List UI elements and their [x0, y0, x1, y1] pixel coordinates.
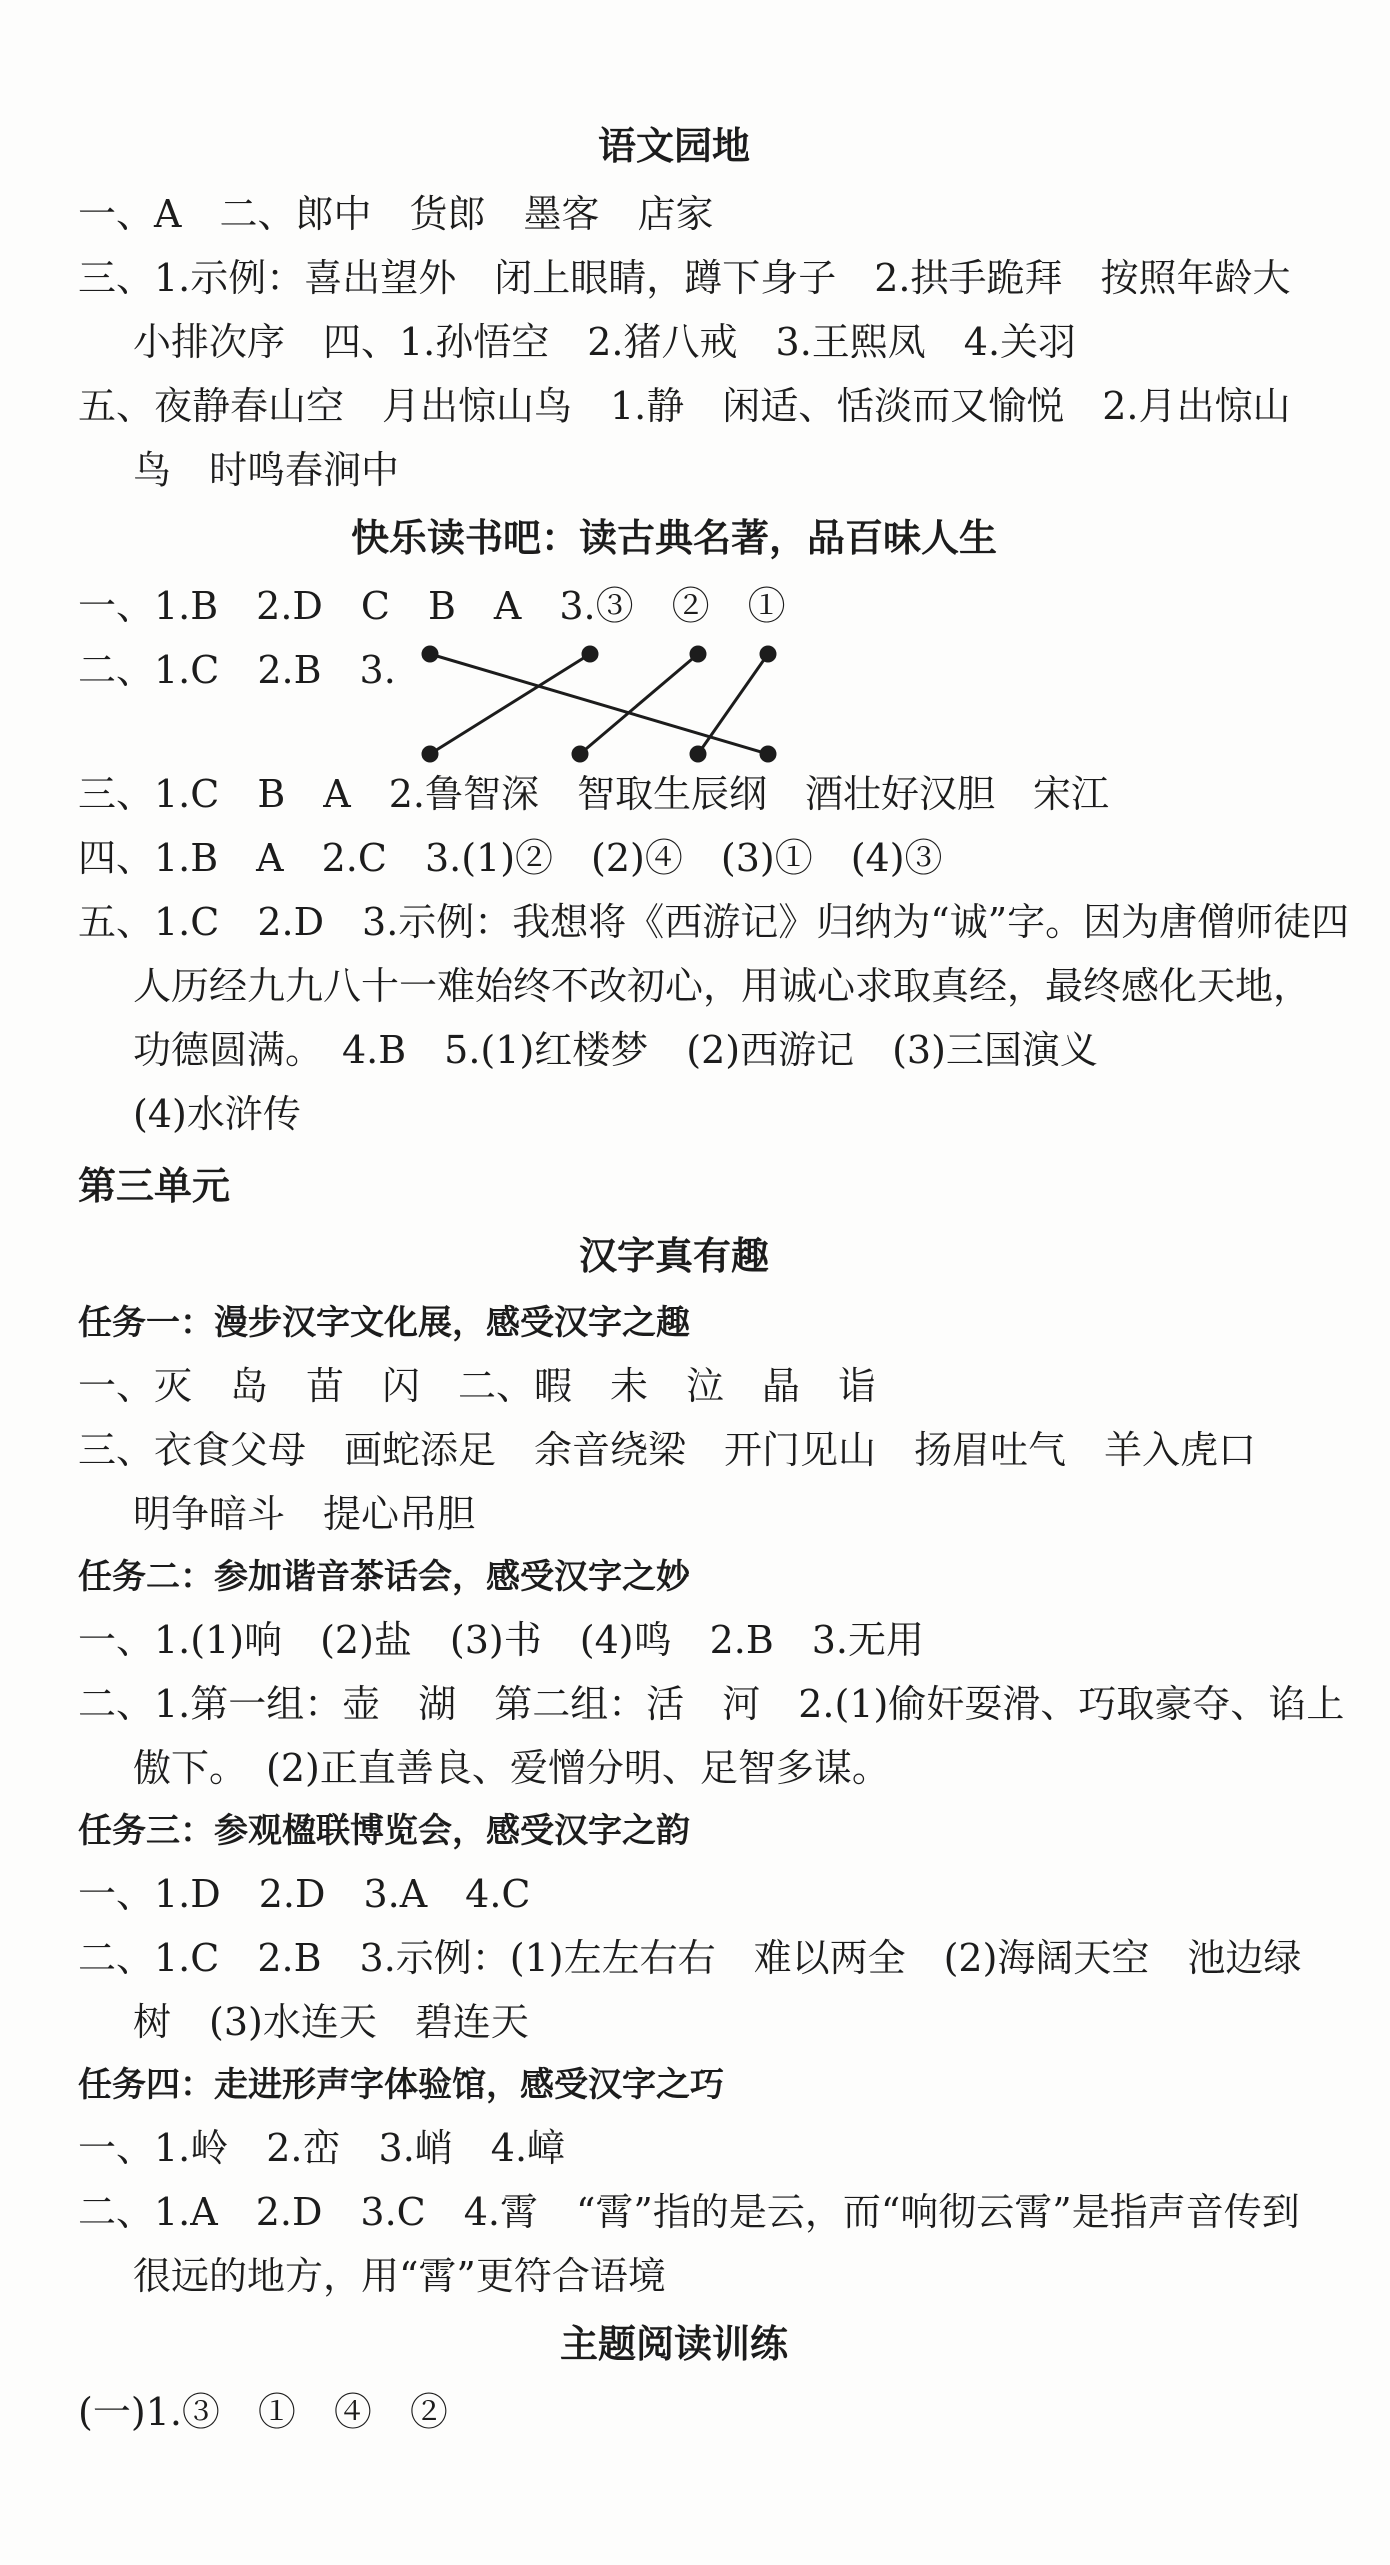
answer-line: 一、A 二、郎中 货郎 墨客 店家 — [78, 192, 714, 236]
answer-line: 三、1.C B A 2.鲁智深 智取生辰纲 酒壮好汉胆 宋江 — [78, 772, 1109, 816]
section-title-hanzi: 汉字真有趣 — [578, 1234, 769, 1278]
answer-line: 二、1.C 2.B 3.示例：(1)左左右右 难以两全 (2)海阔天空 池边绿 — [78, 1936, 1302, 1980]
answer-line: 四、1.B A 2.C 3.(1)② (2)④ (3)① (4)③ — [78, 836, 943, 880]
match-dot — [583, 647, 597, 661]
section-title-yuwen-yuandi: 语文园地 — [597, 124, 750, 168]
match-line-2 — [430, 654, 590, 754]
answer-line: 明争暗斗 提心吊胆 — [133, 1492, 476, 1536]
section-title-kuaile-dushuba: 快乐读书吧：读古典名著，品百味人生 — [350, 516, 997, 560]
answer-line: 很远的地方，用“霄”更符合语境 — [133, 2254, 666, 2298]
answer-line: 一、灭 岛 苗 闪 二、暇 未 泣 晶 诣 — [78, 1364, 877, 1408]
match-dot — [423, 747, 437, 761]
answer-line: (4)水浒传 — [133, 1092, 301, 1136]
match-line-4 — [698, 654, 768, 754]
answer-line: 三、1.示例：喜出望外 闭上眼睛，蹲下身子 2.拱手跪拜 按照年龄大 — [78, 256, 1291, 300]
answer-line: 三、衣食父母 画蛇添足 余音绕梁 开门见山 扬眉吐气 羊入虎口 — [78, 1428, 1257, 1472]
task-title-1: 任务一：漫步汉字文化展，感受汉字之趣 — [78, 1303, 690, 1343]
matching-lines-diagram — [348, 644, 788, 764]
answer-line: 一、1.岭 2.峦 3.峭 4.嶂 — [78, 2126, 566, 2170]
answer-line: 傲下。 (2)正直善良、爱憎分明、足智多谋。 — [133, 1746, 890, 1790]
match-dot — [761, 747, 775, 761]
answer-line: 二、1.A 2.D 3.C 4.霄 “霄”指的是云，而“响彻云霄”是指声音传到 — [78, 2190, 1300, 2234]
task-title-2: 任务二：参加谐音茶话会，感受汉字之妙 — [78, 1557, 690, 1597]
answer-line: 五、1.C 2.D 3.示例：我想将《西游记》归纳为“诚”字。因为唐僧师徒四 — [78, 900, 1350, 944]
match-dot — [573, 747, 587, 761]
matching-answer-line — [78, 638, 1270, 762]
match-dot — [691, 747, 705, 761]
answer-line: 功德圆满。 4.B 5.(1)红楼梦 (2)西游记 (3)三国演义 — [133, 1028, 1098, 1072]
answer-line: 树 (3)水连天 碧连天 — [133, 2000, 529, 2044]
answer-line: 人历经九九八十一难始终不改初心，用诚心求取真经，最终感化天地， — [133, 964, 1312, 1008]
answer-line: 小排次序 四、1.孙悟空 2.猪八戒 3.王熙凤 4.关羽 — [133, 320, 1077, 364]
unit-title: 第三单元 — [78, 1164, 231, 1208]
answer-line: 二、1.第一组：壶 湖 第二组：活 河 2.(1)偷奸耍滑、巧取豪夺、谄上 — [78, 1682, 1345, 1726]
answer-line: 一、1.D 2.D 3.A 4.C — [78, 1872, 531, 1916]
answer-line: 鸟 时鸣春涧中 — [133, 448, 400, 492]
answer-line: 五、夜静春山空 月出惊山鸟 1.静 闲适、恬淡而又愉悦 2.月出惊山 — [78, 384, 1291, 428]
match-dot — [423, 647, 437, 661]
task-title-3: 任务三：参观楹联博览会，感受汉字之韵 — [78, 1811, 690, 1851]
answer-line: 一、1.B 2.D C B A 3.③ ② ① — [78, 584, 786, 628]
match-dot — [691, 647, 705, 661]
answer-line: 一、1.(1)响 (2)盐 (3)书 (4)鸣 2.B 3.无用 — [78, 1618, 925, 1662]
section-title-zhuti: 主题阅读训练 — [559, 2322, 788, 2366]
answer-line-text: 二、1.C 2.B 3. — [78, 648, 396, 692]
task-title-4: 任务四：走进形声字体验馆，感受汉字之巧 — [78, 2065, 724, 2105]
match-dot — [761, 647, 775, 661]
answer-line: (一)1.③ ① ④ ② — [78, 2390, 448, 2434]
